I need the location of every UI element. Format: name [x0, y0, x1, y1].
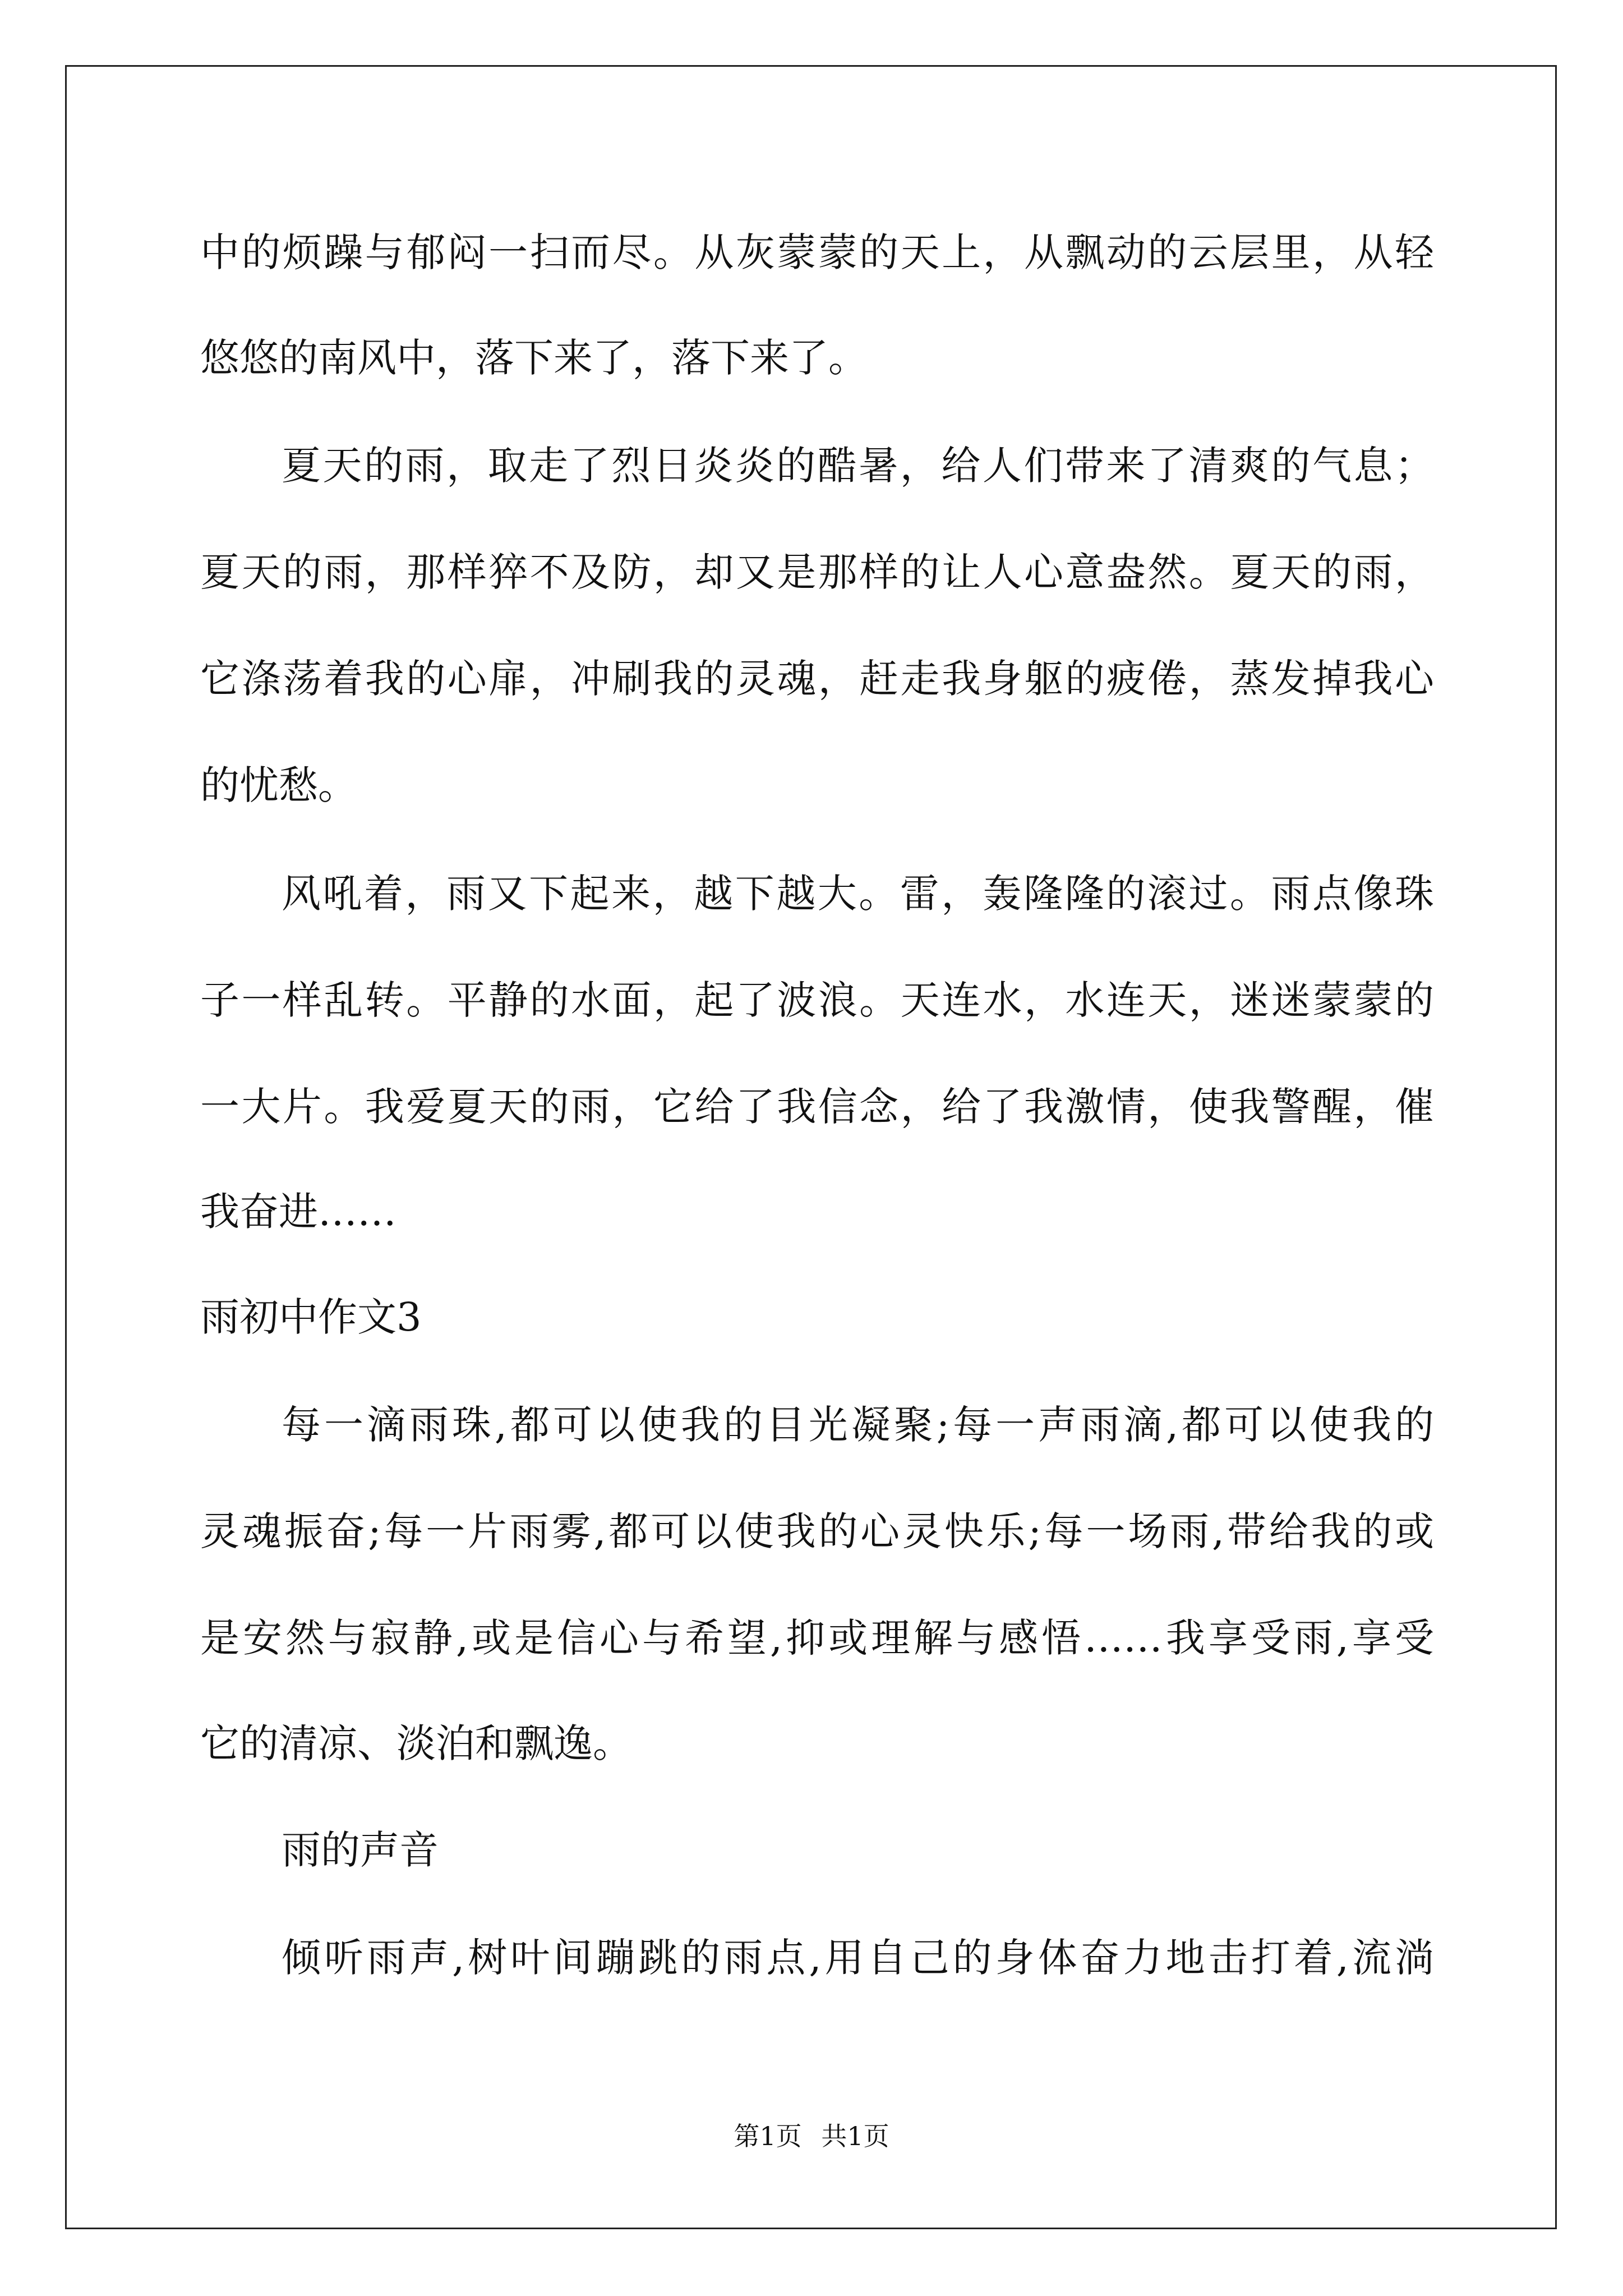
subheading: 雨的声音	[282, 1827, 439, 1873]
text-line: 的忧愁。	[200, 762, 357, 808]
text-line: 倾听雨声,树叶间蹦跳的雨点,用自己的身体奋力地击打着,流淌	[282, 1935, 1434, 1981]
text-line: 它的清凉、淡泊和飘逸。	[200, 1720, 632, 1766]
text-line: 夏天的雨，那样猝不及防，却又是那样的让人心意盎然。夏天的雨，	[200, 549, 1434, 595]
page-total: 共1页	[821, 2121, 889, 2151]
text-line: 一大片。我爱夏天的雨，它给了我信念，给了我激情，使我警醒，催	[200, 1084, 1434, 1130]
page-number: 第1页	[734, 2121, 802, 2151]
text-line: 它涤荡着我的心扉，冲刷我的灵魂，赶走我身躯的疲倦，蒸发掉我心	[200, 656, 1434, 702]
text-line: 夏天的雨，取走了烈日炎炎的酷暑，给人们带来了清爽的气息；	[282, 443, 1434, 489]
text-line: 灵魂振奋;每一片雨雾,都可以使我的心灵快乐;每一场雨,带给我的或	[200, 1508, 1434, 1554]
text-line: 中的烦躁与郁闷一扫而尽。从灰蒙蒙的天上，从飘动的云层里，从轻	[200, 229, 1434, 275]
section-heading: 雨初中作文3	[200, 1294, 422, 1340]
page-border	[65, 65, 1557, 2229]
page-footer	[0, 2119, 1623, 2153]
text-line: 每一滴雨珠,都可以使我的目光凝聚;每一声雨滴,都可以使我的	[282, 1402, 1434, 1448]
text-line: 是安然与寂静,或是信心与希望,抑或理解与感悟……我享受雨,享受	[200, 1615, 1434, 1661]
text-line: 我奋进……	[200, 1189, 396, 1235]
text-line: 风吼着，雨又下起来，越下越大。雷，轰隆隆的滚过。雨点像珠	[282, 871, 1434, 917]
text-line: 悠悠的南风中，落下来了，落下来了。	[200, 335, 868, 381]
text-line: 子一样乱转。平静的水面，起了波浪。天连水，水连天，迷迷蒙蒙的	[200, 977, 1434, 1023]
